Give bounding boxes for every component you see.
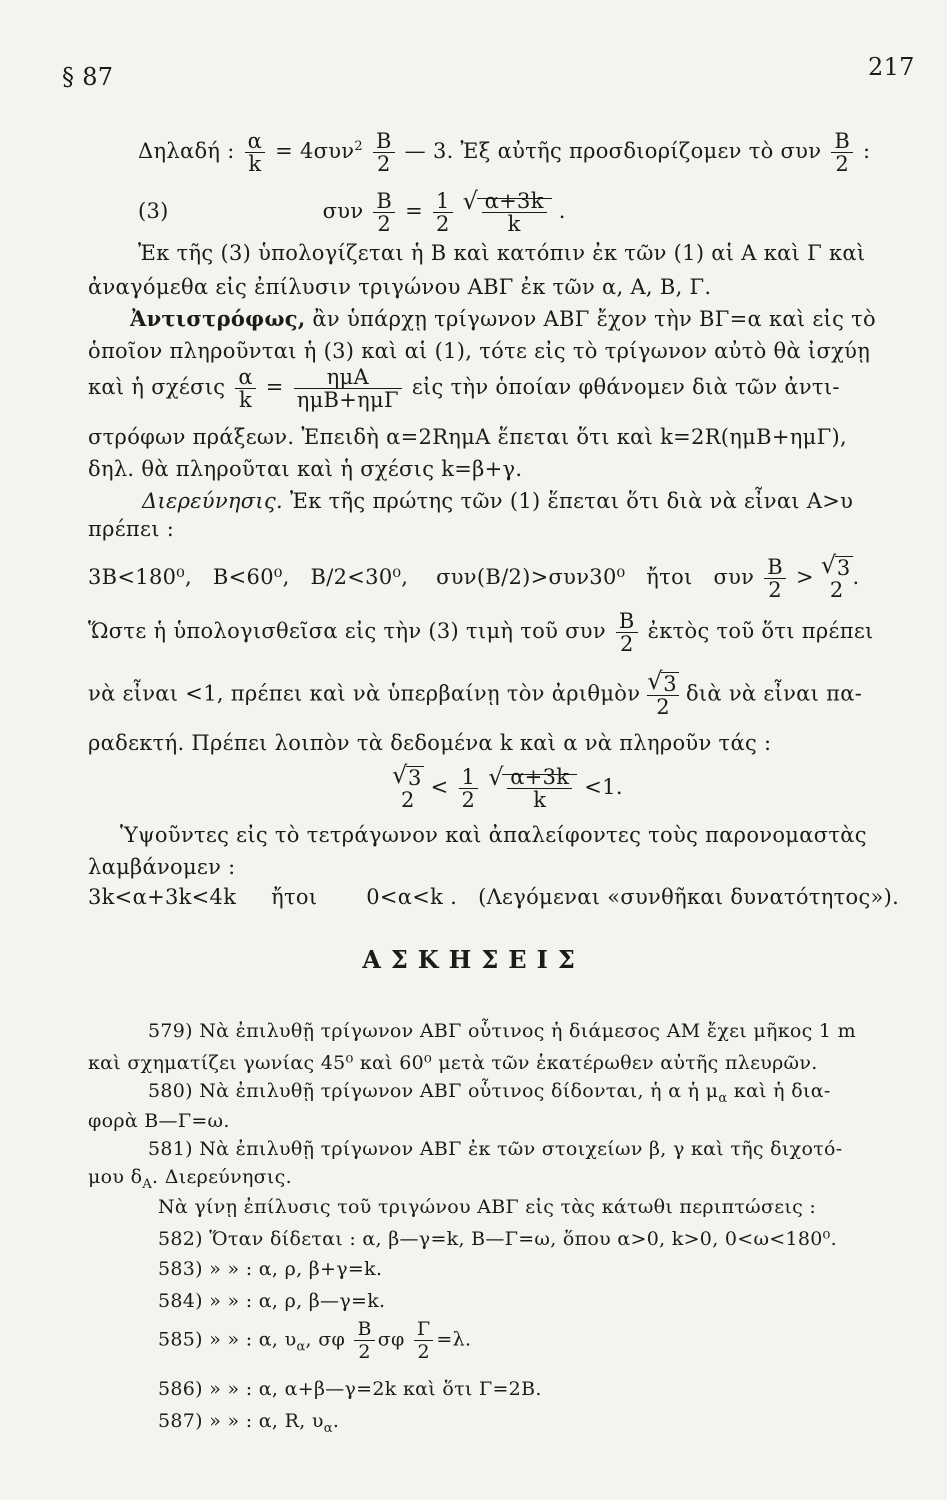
exercise-582: 582) Ὅταν δίδεται : α, β—γ=k, Β—Γ=ω, ὅπου α>0, k>0, 0<ω<180⁰. bbox=[158, 1228, 837, 1250]
exercise-587: 587) » » : α, R, $\upsilon_\alpha$. bbox=[158, 1410, 340, 1436]
exercise-584: 584) » » : α, ρ, β—γ=k. bbox=[158, 1290, 386, 1312]
exercise-585: 585) » » : α, $\upsilon_\alpha$, σφ $\frac{B}{2}$ σφ $\frac{\Gamma}{2}$ =λ. bbox=[158, 1318, 472, 1363]
equation-3: (3) συν $\frac{B}{2}$ = $\frac{1}{2}$ √ $\frac{\alpha+3k}{k}$ . bbox=[138, 190, 566, 235]
text-line: Ἀντιστρόφως, ἂν ὑπάρχῃ τρίγωνον ΑΒΓ ἔχον τὴν ΒΓ=α καὶ εἰς τὸ bbox=[130, 306, 876, 331]
inequalities-line: 3Β<180⁰, Β<60⁰, Β/2<30⁰, συν(Β/2)>συν30⁰ ἤτοι συν $\frac{B}{2}$ > √ 3 2 . bbox=[88, 556, 860, 601]
exercise-583: 583) » » : α, ρ, β+γ=k. bbox=[158, 1258, 383, 1280]
fraction-g-over-2: $\frac{\Gamma}{2}$ bbox=[414, 1318, 433, 1363]
text-line-with-fraction: Ὥστε ἡ ὑπολογισθεῖσα εἰς τὴν (3) τιμὴ τοῦ συν $\frac{B}{2}$ ἐκτὸς τοῦ ὅτι πρέπει bbox=[88, 609, 874, 656]
fraction-root3-over-2: √ $\frac{3}{2}$ bbox=[647, 672, 679, 718]
fraction-b-over-2: $\frac{B}{2}$ bbox=[616, 610, 638, 655]
text-line: ὁποῖον πληροῦνται ἡ (3) καὶ αἱ (1), τότε εἰς τὸ τρίγωνον αὐτὸ θὰ ἰσχύῃ bbox=[88, 339, 871, 363]
bold-term: Ἀντιστρόφως, bbox=[130, 306, 306, 331]
exercise-580: 580) Νὰ ἐπιλυθῇ τρίγωνον ΑΒΓ οὗτινος δίδονται, ἡ α ἡ $\mu_\alpha$ καὶ ἡ δια- bbox=[148, 1080, 831, 1106]
cases-intro: Νὰ γίνῃ ἐπίλυσις τοῦ τριγώνου ΑΒΓ εἰς τὰς κάτωθι περιπτώσεις : bbox=[158, 1196, 817, 1218]
exercise-579-cont: καὶ σχηματίζει γωνίας 45⁰ καὶ 60⁰ μετὰ τῶν ἑκατέρωθεν αὐτῆς πλευρῶν. bbox=[88, 1052, 818, 1074]
text-line: πρέπει : bbox=[88, 517, 175, 541]
text-line-with-fraction: νὰ εἶναι <1, πρέπει καὶ νὰ ὑπερβαίνῃ τὸν ἀριθμὸν √ $\frac{3}{2}$ διὰ νὰ εἶναι πα- bbox=[88, 672, 862, 718]
fraction-b-over-2: $\frac{B}{2}$ bbox=[764, 556, 786, 601]
text-line: Ἐκ τῆς (3) ὑπολογίζεται ἡ Β καὶ κατόπιν ἐκ τῶν (1) αἱ Α καὶ Γ καὶ bbox=[138, 241, 866, 265]
italic-heading: Διερεύνησις. bbox=[142, 489, 284, 513]
fraction-1-over-2: $\frac{1}{2}$ bbox=[459, 766, 479, 811]
fraction-b-over-2: $\frac{B}{2}$ bbox=[373, 130, 395, 175]
fraction-1-over-2: $\frac{1}{2}$ bbox=[433, 190, 453, 235]
fraction-b-over-2: $\frac{B}{2}$ bbox=[373, 190, 395, 235]
text: — 3. Ἐξ αὐτῆς προσδιορίζομεν τὸ συν bbox=[404, 139, 822, 163]
text-line: ἀναγόμεθα εἰς ἐπίλυσιν τριγώνου ΑΒΓ ἐκ τῶν α, Α, Β, Γ. bbox=[88, 275, 712, 299]
text-line: λαμβάνομεν : bbox=[88, 855, 236, 879]
text: = 4συν bbox=[275, 139, 355, 163]
fraction-b-over-2: $\frac{B}{2}$ bbox=[831, 130, 853, 175]
text-line: Διερεύνησις. Ἐκ τῆς πρώτης τῶν (1) ἕπεται ὅτι διὰ νὰ εἶναι Α>υ bbox=[142, 489, 854, 513]
fraction-root3-over-2: √ 3 2 bbox=[392, 766, 424, 811]
fraction-a-over-k: $\frac{\alpha}{k}$ bbox=[245, 130, 265, 175]
exercise-581-cont: μου $\delta_A$. Διερεύνησις. bbox=[88, 1166, 292, 1192]
fraction-sine-ratio: $\frac{\text{ημΑ}}{\text{ημΒ+ημΓ}}$ bbox=[294, 366, 402, 411]
inequality-condition: √ 3 2 < $\frac{1}{2}$ √ $\frac{\alpha+3k}{k}$ <1. bbox=[392, 766, 623, 811]
exercise-579: 579) Νὰ ἐπιλυθῇ τρίγωνον ΑΒΓ οὗτινος ἡ διάμεσος ΑΜ ἔχει μῆκος 1 m bbox=[148, 1020, 856, 1042]
exercises-title: ΑΣΚΗΣΕΙΣ bbox=[362, 945, 585, 974]
text-line: Ὑψοῦντες εἰς τὸ τετράγωνον καὶ ἀπαλείφοντες τοὺς παρονομαστὰς bbox=[120, 823, 867, 847]
fraction-b-over-2: $\frac{B}{2}$ bbox=[354, 1318, 374, 1363]
text-line-with-fraction: καὶ ἡ σχέσις $\frac{\alpha}{k}$ = $\frac{\text{ημΑ}}{\text{ημΒ+ημΓ}}$ εἰς τὴν ὁποίαν φθάνομεν διὰ τῶν ἀντι- bbox=[88, 365, 840, 412]
text-line: 3k<α+3k<4k ἤτοι 0<α<k . (Λεγόμεναι «συνθῆκαι δυνατότητος»). bbox=[88, 885, 900, 909]
text-line: ραδεκτή. Πρέπει λοιπὸν τὰ δεδομένα k καὶ α νὰ πληροῦν τάς : bbox=[88, 731, 772, 755]
exercise-581: 581) Νὰ ἐπιλυθῇ τρίγωνον ΑΒΓ ἐκ τῶν στοιχείων β, γ καὶ τῆς διχοτό- bbox=[148, 1138, 843, 1160]
text: Δηλαδή : bbox=[138, 139, 235, 163]
section-marker: § 87 bbox=[62, 63, 114, 91]
text-line: στρόφων πράξεων. Ἐπειδὴ α=2RημΑ ἕπεται ὅτι καὶ k=2R(ημΒ+ημΓ), bbox=[88, 425, 847, 449]
equation-line-1: Δηλαδή : $\frac{\alpha}{k}$ = 4συν$^2$ $\frac{B}{2}$ — 3. Ἐξ αὐτῆς προσδιορίζομεν τὸ συν $\frac{B}{2}$ : bbox=[138, 129, 871, 176]
page-number: 217 bbox=[868, 53, 915, 81]
square-root: √ $\frac{\alpha+3k}{k}$ bbox=[488, 766, 577, 811]
exercise-580-cont: φορὰ Β—Γ=ω. bbox=[88, 1110, 230, 1132]
square-root: √ $\frac{\alpha+3k}{k}$ bbox=[463, 190, 552, 235]
exercise-586: 586) » » : α, α+β—γ=2k καὶ ὅτι Γ=2Β. bbox=[158, 1378, 542, 1400]
fraction-a-over-k: $\frac{\alpha}{k}$ bbox=[235, 366, 255, 411]
fraction-root3-over-2: √ 3 2 bbox=[821, 556, 853, 601]
text-line: δηλ. θὰ πληροῦται καὶ ἡ σχέσις k=β+γ. bbox=[88, 457, 523, 481]
equation-number: (3) bbox=[138, 199, 169, 223]
